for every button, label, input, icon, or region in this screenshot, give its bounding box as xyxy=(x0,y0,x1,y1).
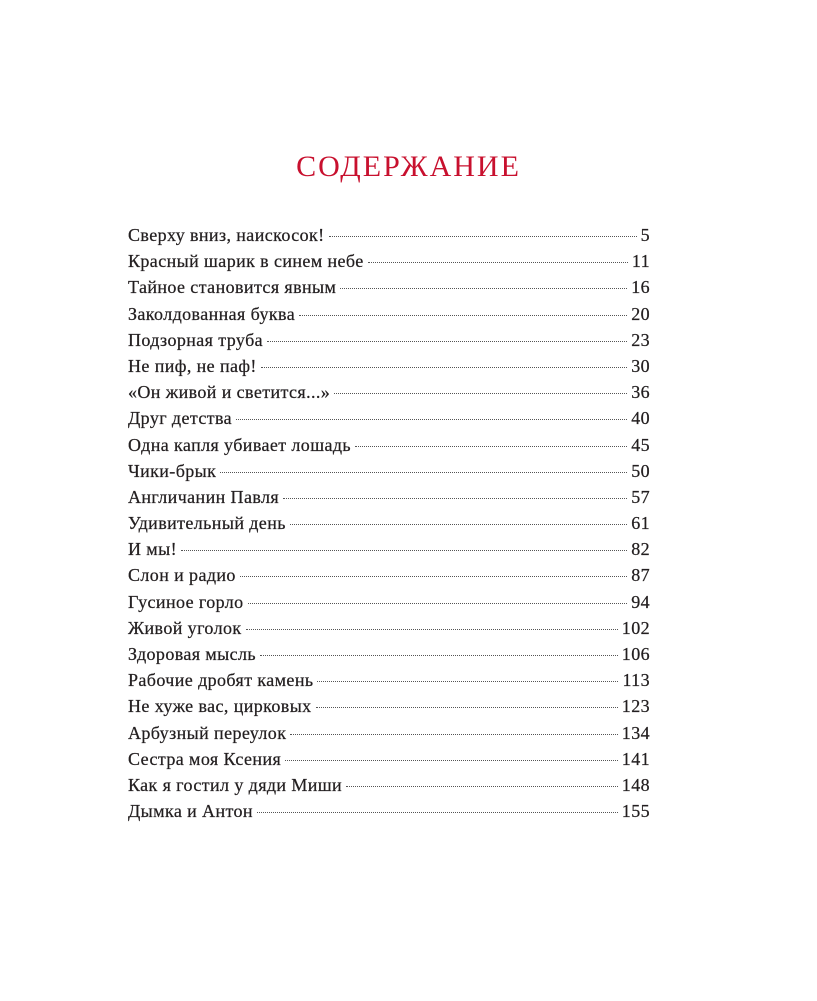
dot-leader xyxy=(220,472,627,473)
dot-leader xyxy=(240,576,627,577)
dot-leader xyxy=(299,315,627,316)
toc-entry-title: Заколдованная буква xyxy=(128,303,296,324)
toc-entry-page: 61 xyxy=(631,513,650,534)
toc-entry-page: 148 xyxy=(621,774,650,795)
toc-entry xyxy=(128,801,650,827)
dot-leader xyxy=(346,786,618,787)
toc-entry-page: 94 xyxy=(631,591,650,612)
toc-entry-page: 102 xyxy=(621,617,650,638)
toc-entry xyxy=(128,565,650,591)
toc-entry xyxy=(128,304,650,330)
dot-leader xyxy=(267,341,627,342)
toc-entry-page: 106 xyxy=(621,644,650,664)
toc-entry-title: Англичанин Павля xyxy=(128,486,280,507)
toc-entry-title: Чики-брык xyxy=(128,460,217,481)
toc-entry-title: Арбузный переулок xyxy=(128,722,287,743)
toc-entry xyxy=(128,749,650,775)
dot-leader xyxy=(236,419,627,420)
toc-entry xyxy=(128,696,650,722)
dot-leader xyxy=(355,446,627,447)
toc-entry-title: Друг детства xyxy=(128,408,233,429)
toc-entry-page: 134 xyxy=(621,722,650,743)
toc-entry-page: 16 xyxy=(631,277,650,298)
toc-entry xyxy=(128,513,650,539)
toc-entry xyxy=(128,487,650,513)
dot-leader xyxy=(329,236,637,237)
toc-entry-page: 45 xyxy=(631,434,650,455)
toc-entry-title: Слон и радио xyxy=(128,565,236,586)
toc-entry-title: Не пиф, не паф! xyxy=(128,355,257,376)
toc-entry xyxy=(128,225,650,251)
toc-entry-title: Красный шарик в синем небе xyxy=(128,251,364,272)
dot-leader xyxy=(290,524,627,525)
toc-entry xyxy=(128,251,650,277)
toc-entry-page: 40 xyxy=(631,408,650,429)
toc-entry-title: Живой уголок xyxy=(128,617,242,638)
toc-entry-title: Подзорная труба xyxy=(128,329,264,350)
toc-entry-page: 57 xyxy=(631,486,650,507)
dot-leader xyxy=(181,550,627,551)
dot-leader xyxy=(285,760,618,761)
toc-entry-page: 50 xyxy=(631,460,650,481)
page-title: СОДЕРЖАНИЕ xyxy=(296,150,521,183)
dot-leader xyxy=(334,393,627,394)
dot-leader xyxy=(257,812,618,813)
toc-entry xyxy=(128,670,650,696)
toc-entry-title: Сестра моя Ксения xyxy=(128,748,282,769)
dot-leader xyxy=(290,734,617,735)
dot-leader xyxy=(260,655,618,656)
toc-entry-title: Сверху вниз, наискосок! xyxy=(128,225,325,245)
dot-leader xyxy=(248,603,628,604)
toc-entry-title: Гусиное горло xyxy=(128,591,244,612)
toc-entry xyxy=(128,539,650,565)
toc-entry-page: 11 xyxy=(631,251,650,272)
toc-entry-title: Тайное становится явным xyxy=(128,277,337,298)
toc-entry-page: 30 xyxy=(631,355,650,376)
table-of-contents xyxy=(128,225,650,827)
toc-entry-page: 113 xyxy=(622,670,650,691)
toc-entry-title: Удивительный день xyxy=(128,513,286,534)
toc-entry xyxy=(128,592,650,618)
toc-entry-title: Одна капля убивает лошадь xyxy=(128,434,352,455)
dot-leader xyxy=(368,262,628,263)
toc-entry-page: 23 xyxy=(631,329,650,350)
toc-entry xyxy=(128,775,650,801)
dot-leader xyxy=(283,498,627,499)
toc-entry-page: 155 xyxy=(621,801,650,822)
toc-entry-page: 5 xyxy=(640,225,650,245)
toc-entry-title: Как я гостил у дяди Миши xyxy=(128,774,343,795)
toc-entry xyxy=(128,356,650,382)
toc-entry-title: Рабочие дробят камень xyxy=(128,670,314,691)
toc-entry xyxy=(128,382,650,408)
toc-entry xyxy=(128,618,650,644)
dot-leader xyxy=(317,681,618,682)
toc-entry xyxy=(128,330,650,356)
toc-entry-page: 82 xyxy=(631,539,650,560)
toc-entry-title: И мы! xyxy=(128,539,177,560)
toc-entry-page: 87 xyxy=(631,565,650,586)
toc-entry-title: Здоровая мысль xyxy=(128,644,257,664)
toc-entry-page: 20 xyxy=(631,303,650,324)
toc-entry-page: 123 xyxy=(621,696,650,717)
toc-entry-title: «Он живой и светится...» xyxy=(128,382,331,403)
toc-entry-title: Не хуже вас, цирковых xyxy=(128,696,312,717)
toc-entry-title: Дымка и Антон xyxy=(128,801,253,822)
dot-leader xyxy=(316,707,618,708)
dot-leader xyxy=(340,288,627,289)
dot-leader xyxy=(261,367,627,368)
toc-entry xyxy=(128,461,650,487)
toc-entry xyxy=(128,277,650,303)
toc-entry xyxy=(128,408,650,434)
dot-leader xyxy=(246,629,618,630)
toc-entry xyxy=(128,644,650,670)
toc-entry-page: 141 xyxy=(621,748,650,769)
toc-entry xyxy=(128,435,650,461)
toc-entry xyxy=(128,723,650,749)
toc-entry-page: 36 xyxy=(631,382,650,403)
